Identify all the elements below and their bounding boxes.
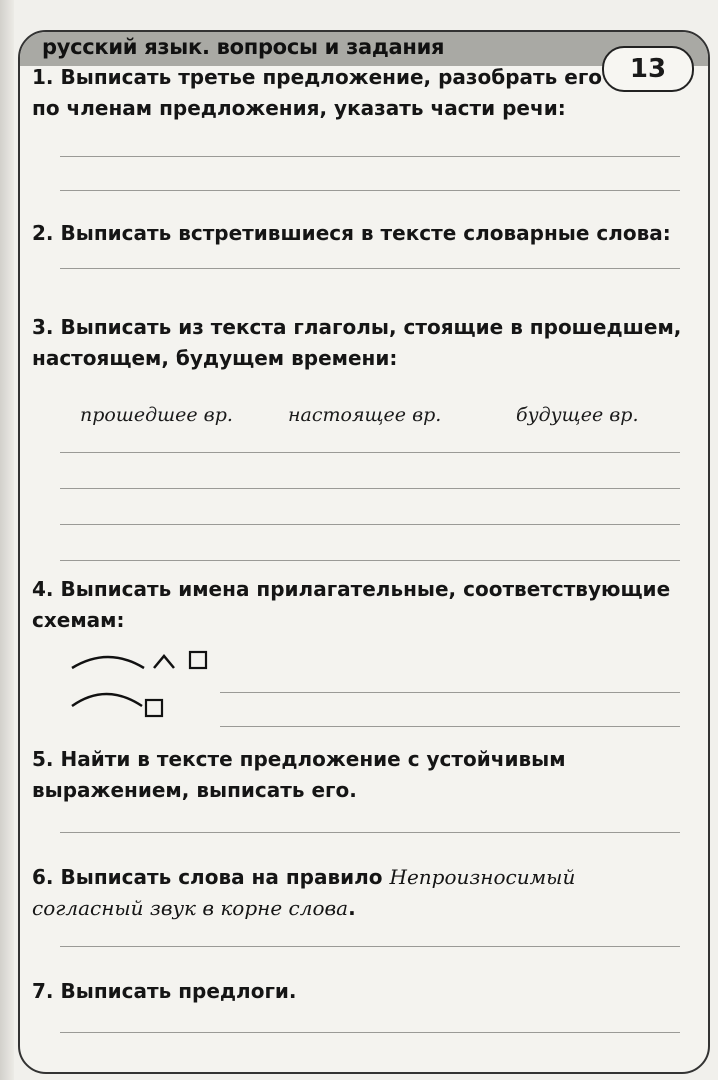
morpheme-schemes [70, 648, 230, 728]
answer-line[interactable] [60, 946, 680, 947]
page-number-badge: 13 [602, 46, 694, 92]
root-arc-ending-scheme-icon [72, 694, 162, 716]
task-4 [32, 574, 688, 636]
task-text: Выписать встретившиеся в тексте словарные слова: [60, 221, 671, 245]
task-number: 1. [32, 65, 54, 89]
task-text-end: . [348, 896, 356, 920]
answer-line[interactable] [60, 524, 680, 525]
task-2 [32, 218, 688, 249]
task-number: 3. [32, 315, 54, 339]
scan-edge-shadow [0, 0, 14, 1080]
worksheet-page [18, 30, 710, 1074]
answer-line[interactable] [60, 452, 680, 453]
task-text: Найти в тексте предложение с устойчивым выражением, выписать его. [32, 747, 566, 802]
answer-line[interactable] [220, 726, 680, 727]
tense-label-past: прошедшее вр. [80, 404, 233, 426]
tense-label-future: будущее вр. [516, 404, 639, 426]
task-7 [32, 976, 688, 1007]
answer-line[interactable] [60, 268, 680, 269]
task-3 [32, 312, 688, 374]
task-text: Выписать предлоги. [60, 979, 297, 1003]
task-number: 5. [32, 747, 54, 771]
answer-line[interactable] [60, 190, 680, 191]
task-text: Выписать имена прилагательные, соответствующие схемам: [32, 577, 671, 632]
answer-line[interactable] [60, 1032, 680, 1033]
task-6 [32, 862, 688, 924]
root-arc-suffix-ending-scheme-icon [72, 652, 206, 668]
task-text: Выписать слова на правило [60, 865, 390, 889]
task-number: 6. [32, 865, 54, 889]
task-5 [32, 744, 688, 806]
task-number: 4. [32, 577, 54, 601]
task-text: Выписать из текста глаголы, стоящие в прошедшем, настоящем, будущем времени: [32, 315, 682, 370]
task-text: Выписать третье предложение, разобрать его по членам предложения, указать части речи: [32, 65, 603, 120]
task-number: 2. [32, 221, 54, 245]
answer-line[interactable] [60, 560, 680, 561]
header-title: русский язык. вопросы и задания [42, 35, 445, 59]
tense-label-present: настоящее вр. [288, 404, 442, 426]
task-number: 7. [32, 979, 54, 1003]
answer-line[interactable] [60, 156, 680, 157]
answer-line[interactable] [60, 832, 680, 833]
answer-line[interactable] [220, 692, 680, 693]
answer-line[interactable] [60, 488, 680, 489]
rule-name: Непроизносимый согласный звук в корне слова [32, 865, 576, 920]
task-1 [32, 62, 602, 124]
